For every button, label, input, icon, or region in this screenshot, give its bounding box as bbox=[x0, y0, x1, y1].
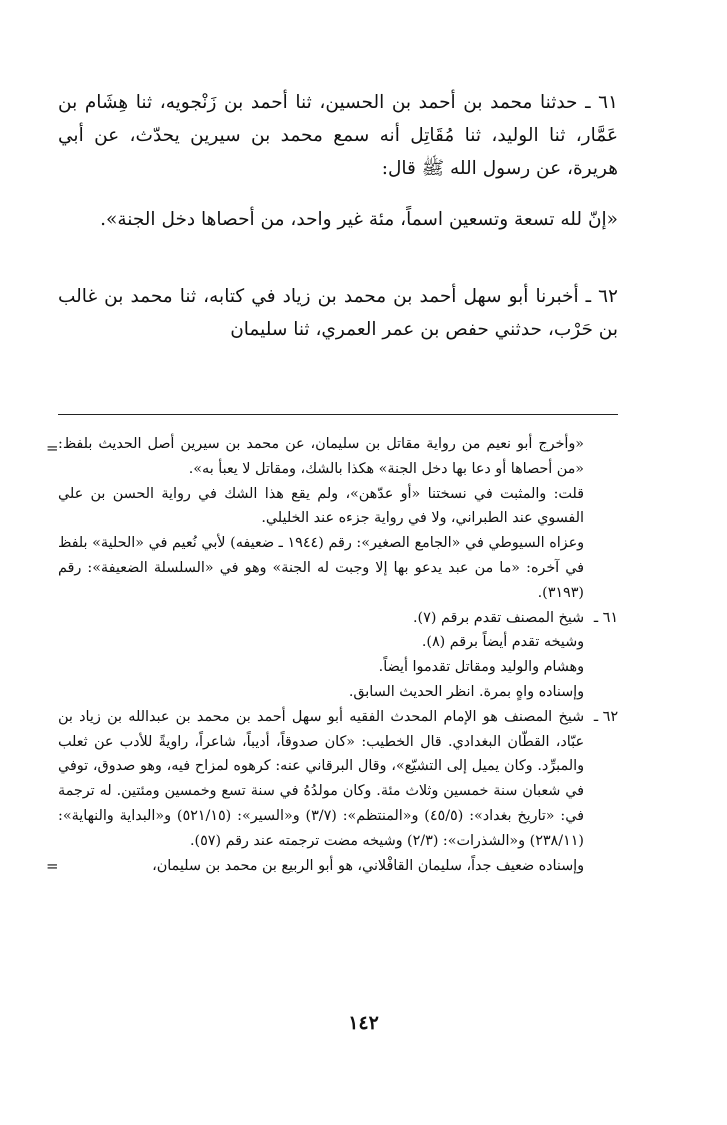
continuation-mark-top: = bbox=[46, 439, 59, 457]
footnote-continuation bbox=[46, 432, 618, 606]
footnote-61-line: شيخ المصنف تقدم برقم (٧). bbox=[413, 609, 584, 626]
hadith-61-chain bbox=[58, 86, 618, 185]
footnote-61-line: وإسناده واهٍ بمرة. انظر الحديث السابق. bbox=[348, 683, 584, 700]
footnote-62 bbox=[46, 705, 618, 879]
footnote-61 bbox=[58, 606, 618, 705]
hadith-62-text: ٦٢ ـ أخبرنا أبو سهل أحمد بن محمد بن زياد في كتابه، ثنا محمد بن غالب بن حَرْب، حدثني حفص بن عمر العمري، ثنا سليمان bbox=[58, 286, 618, 340]
footnote-divider bbox=[58, 414, 618, 415]
footnote-62-paragraph: وإسناده ضعيف جداً، سليمان القافْلاني، هو أبو الربيع بن محمد بن سليمان، bbox=[152, 857, 584, 874]
footnote-61-line: وشيخه تقدم أيضاً برقم (٨). bbox=[421, 634, 584, 651]
continuation-mark-bottom: = bbox=[46, 856, 59, 875]
hadith-61-text: ٦١ ـ حدثنا محمد بن أحمد بن الحسين، ثنا أحمد بن زَنْجويه، ثنا هِشَام بن عَمَّار، ثنا الوليد، ثنا مُقَاتِل أنه سمع محمد بن سيرين يحدّث، عن أبي هريرة، عن رسول الله ﷺ قال: bbox=[58, 92, 618, 179]
footnote-cont-paragraph: قلت: والمثبت في نسختنا «أو عدّهن»، ولم يقع هذا الشك في رواية الحسن بن علي الفسوي عند الطبراني، ولا في رواية جزءه عند الخليلي. bbox=[58, 485, 584, 527]
hadith-61-matn bbox=[58, 203, 618, 236]
footnote-61-line: وهشام والوليد ومقاتل تقدموا أيضاً. bbox=[378, 659, 584, 676]
footnote-cont-paragraph: «وأخرج أبو نعيم من رواية مقاتل بن سليمان، عن محمد بن سيرين أصل الحديث بلفظ: «من أحصاها أو دعا بها دخل الجنة» هكذا بالشك، ومقاتل لا يعبأ به». bbox=[58, 436, 584, 477]
footnote-cont-paragraph: وعزاه السيوطي في «الجامع الصغير»: رقم (١٩٤٤ ـ ضعيفه) لأبي نُعيم في «الحلية» بلفظ في آخره: «ما من عبد يدعو بها إلا وجبت له الجنة» وهو في «السلسلة الضعيفة»: رقم (٣١٩٣). bbox=[58, 535, 584, 601]
footnotes-section bbox=[46, 432, 618, 878]
page-number: ١٤٢ bbox=[348, 1012, 379, 1034]
hadith-62-chain bbox=[58, 280, 618, 346]
hadith-61-quote-text: «إنّ لله تسعة وتسعين اسماً، مئة غير واحد، من أحصاها دخل الجنة». bbox=[100, 209, 618, 230]
footnote-62-paragraph: شيخ المصنف هو الإمام المحدث الفقيه أبو سهل أحمد بن محمد بن عبدالله بن زياد بن عبّاد، القطّان البغدادي. قال الخطيب: «كان صدوقاً، أديباً، شاعراً، راويةً للأدب عن ثعلب والمبرِّد. وكان يميل إلى التشيّع»، وقال البرقاني عنه: كرهوه لمزاح فيه، وهو صدوق، توفي في شعبان سنة خمسين وثلاث مئة. وكان مولدُهُ في سنة تسع وخمسين ومئتين. له ترجمة في: «تاريخ بغداد»: (٤٥/٥) و«المنتظم»: (٣/٧) و«السير»: (٥٢١/١٥) و«البداية والنهاية»: (٢٣٨/١١) و«الشذرات»: (٢/٣) وشيخه مضت ترجمته عند رقم (٥٧). bbox=[58, 708, 584, 849]
footnote-61-number: ٦١ ـ bbox=[593, 609, 618, 626]
footnote-62-number: ٦٢ ـ bbox=[593, 708, 618, 725]
